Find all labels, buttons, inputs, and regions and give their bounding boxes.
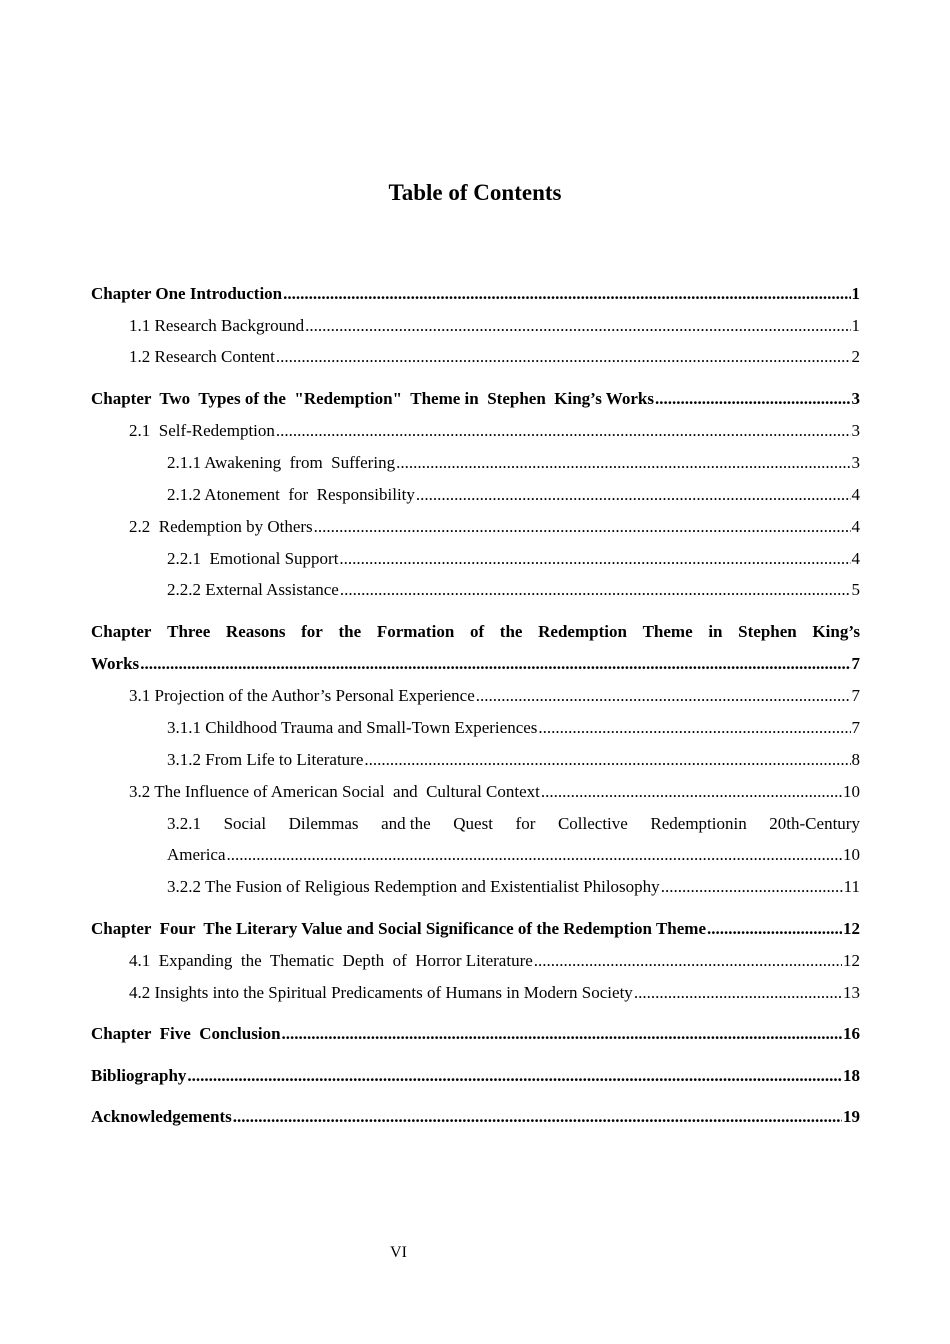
toc-word: the	[499, 622, 523, 641]
toc-entry-2-1-2[interactable]	[167, 485, 860, 505]
dot-leader	[283, 284, 850, 304]
toc-entry-label: Chapter One Introduction	[91, 284, 283, 303]
toc-entry-page: 1	[851, 284, 860, 303]
toc-entry-page: 8	[851, 750, 860, 769]
toc-entry-label: Chapter Four The Literary Value and Social Significance of the Redemption Theme	[91, 919, 707, 938]
toc-entry-chapter-four[interactable]	[91, 919, 860, 939]
dot-leader	[476, 686, 851, 706]
toc-entry-page: 4	[851, 549, 860, 568]
toc-entry-page: 12	[843, 951, 860, 970]
toc-entry-label: Chapter Two Types of the "Redemption" Theme in Stephen King’s Works	[91, 389, 654, 408]
page-number-footer: VI	[390, 1244, 407, 1261]
toc-entry-chapter-three-line2[interactable]	[91, 654, 860, 674]
dot-leader	[534, 951, 842, 971]
toc-entry-page: 5	[851, 580, 860, 599]
toc-entry-3-1-1[interactable]	[167, 718, 860, 738]
dot-leader	[282, 1024, 842, 1044]
toc-entry-label: 2.2 Redemption by Others	[129, 517, 313, 536]
toc-entry-2-2-1[interactable]	[167, 549, 860, 569]
toc-word: Reasons	[225, 622, 286, 641]
toc-entry-page: 19	[843, 1107, 860, 1126]
toc-entry-label: 2.1.2 Atonement for Responsibility	[167, 485, 415, 504]
dot-leader	[655, 389, 851, 409]
dot-leader	[396, 453, 850, 473]
toc-entry-page: 1	[851, 316, 860, 335]
toc-entry-2-2-2[interactable]	[167, 580, 860, 600]
toc-word: of	[469, 622, 485, 641]
toc-entry-label: 2.1.1 Awakening from Suffering	[167, 453, 396, 472]
dot-leader	[233, 1107, 842, 1127]
dot-leader	[541, 782, 842, 802]
toc-word: Stephen	[738, 622, 797, 641]
toc-entry-label: 3.1.1 Childhood Trauma and Small-Town Experiences	[167, 718, 538, 737]
toc-word: Quest	[453, 814, 493, 833]
toc-entry-page: 4	[851, 517, 860, 536]
toc-entry-page: 10	[843, 782, 860, 801]
toc-entry-label: 2.2.1 Emotional Support	[167, 549, 339, 568]
toc-entry-3-2-1-line2[interactable]	[167, 845, 860, 865]
page-title: Table of Contents	[388, 180, 562, 205]
toc-entry-page: 18	[843, 1066, 860, 1085]
toc-entry-4-2[interactable]	[129, 983, 860, 1003]
toc-entry-chapter-two[interactable]	[91, 389, 860, 409]
toc-entry-1-2[interactable]	[129, 347, 860, 367]
toc-word: 20th-Century	[769, 814, 860, 833]
dot-leader	[276, 347, 851, 367]
toc-word: Redemption	[538, 622, 627, 641]
toc-word: in	[708, 622, 723, 641]
toc-entry-page: 3	[851, 453, 860, 472]
dot-leader	[276, 421, 851, 441]
toc-entry-label: 4.2 Insights into the Spiritual Predicaments of Humans in Modern Society	[129, 983, 633, 1002]
dot-leader	[140, 654, 850, 674]
dot-leader	[227, 845, 842, 865]
toc-entry-label: 3.1 Projection of the Author’s Personal Experience	[129, 686, 475, 705]
toc-entry-page: 10	[843, 845, 860, 864]
toc-entry-label: 2.2.2 External Assistance	[167, 580, 339, 599]
toc-word: Dilemmas	[288, 814, 359, 833]
toc-entry-label: 3.2.2 The Fusion of Religious Redemption and Existentialist Philosophy	[167, 877, 660, 896]
toc-entry-chapter-five[interactable]	[91, 1024, 860, 1044]
toc-entry-label: Works	[91, 654, 140, 673]
dot-leader	[305, 316, 850, 336]
toc-word: for	[515, 814, 536, 833]
toc-entry-acknowledgements[interactable]	[91, 1107, 860, 1127]
toc-word: Three	[167, 622, 211, 641]
toc-word: 3.2.1	[167, 814, 201, 833]
toc-entry-label: 2.1 Self-Redemption	[129, 421, 275, 440]
dot-leader	[538, 718, 850, 738]
toc-entry-page: 2	[851, 347, 860, 366]
toc-entry-page: 4	[851, 485, 860, 504]
toc-entry-2-1[interactable]	[129, 421, 860, 441]
dot-leader	[416, 485, 851, 505]
toc-entry-label: 1.1 Research Background	[129, 316, 305, 335]
toc-word: Chapter	[91, 622, 152, 641]
toc-entry-bibliography[interactable]	[91, 1066, 860, 1086]
toc-entry-3-1[interactable]	[129, 686, 860, 706]
dot-leader	[661, 877, 843, 897]
toc-entry-page: 7	[851, 686, 860, 705]
toc-entry-page: 3	[851, 389, 860, 408]
toc-entry-label: America	[167, 845, 226, 864]
dot-leader	[340, 580, 851, 600]
toc-word: and the	[381, 814, 431, 833]
toc-entry-3-2-2[interactable]	[167, 877, 860, 897]
toc-entry-label: Acknowledgements	[91, 1107, 232, 1126]
toc-entry-page: 7	[851, 654, 860, 673]
toc-entry-4-1[interactable]	[129, 951, 860, 971]
toc-word: Social	[223, 814, 267, 833]
toc-word: King’s	[812, 622, 860, 641]
toc-entry-1-1[interactable]	[129, 316, 860, 336]
toc-word: Collective	[557, 814, 628, 833]
toc-entry-page: 7	[851, 718, 860, 737]
toc-entry-label: 1.2 Research Content	[129, 347, 275, 366]
dot-leader	[707, 919, 842, 939]
toc-entry-page: 12	[843, 919, 860, 938]
toc-entry-label: 3.1.2 From Life to Literature	[167, 750, 364, 769]
toc-entry-page: 13	[843, 983, 860, 1002]
toc-word: Formation	[376, 622, 455, 641]
dot-leader	[314, 517, 851, 537]
toc-word: the	[338, 622, 362, 641]
toc-entry-page: 16	[843, 1024, 860, 1043]
toc-entry-label: 4.1 Expanding the Thematic Depth of Horror Literature	[129, 951, 533, 970]
toc-entry-label: 3.2 The Influence of American Social and Cultural Context	[129, 782, 540, 801]
dot-leader	[187, 1066, 842, 1086]
toc-entry-3-2[interactable]	[129, 782, 860, 802]
dot-leader	[364, 750, 850, 770]
toc-entry-3-2-1-line1[interactable]	[167, 814, 860, 834]
toc-entry-label: Bibliography	[91, 1066, 187, 1085]
toc-word: for	[301, 622, 323, 641]
toc-entry-page: 3	[851, 421, 860, 440]
toc-entry-page: 11	[843, 877, 860, 896]
toc-entry-chapter-one[interactable]	[91, 284, 860, 304]
dot-leader	[634, 983, 842, 1003]
toc-entry-chapter-three-line1[interactable]	[91, 622, 860, 642]
toc-entry-label: Chapter Five Conclusion	[91, 1024, 281, 1043]
toc-entry-3-1-2[interactable]	[167, 750, 860, 770]
toc-entry-2-2[interactable]	[129, 517, 860, 537]
toc-word: Redemptionin	[650, 814, 747, 833]
toc-entry-2-1-1[interactable]	[167, 453, 860, 473]
toc-word: Theme	[642, 622, 693, 641]
dot-leader	[339, 549, 850, 569]
